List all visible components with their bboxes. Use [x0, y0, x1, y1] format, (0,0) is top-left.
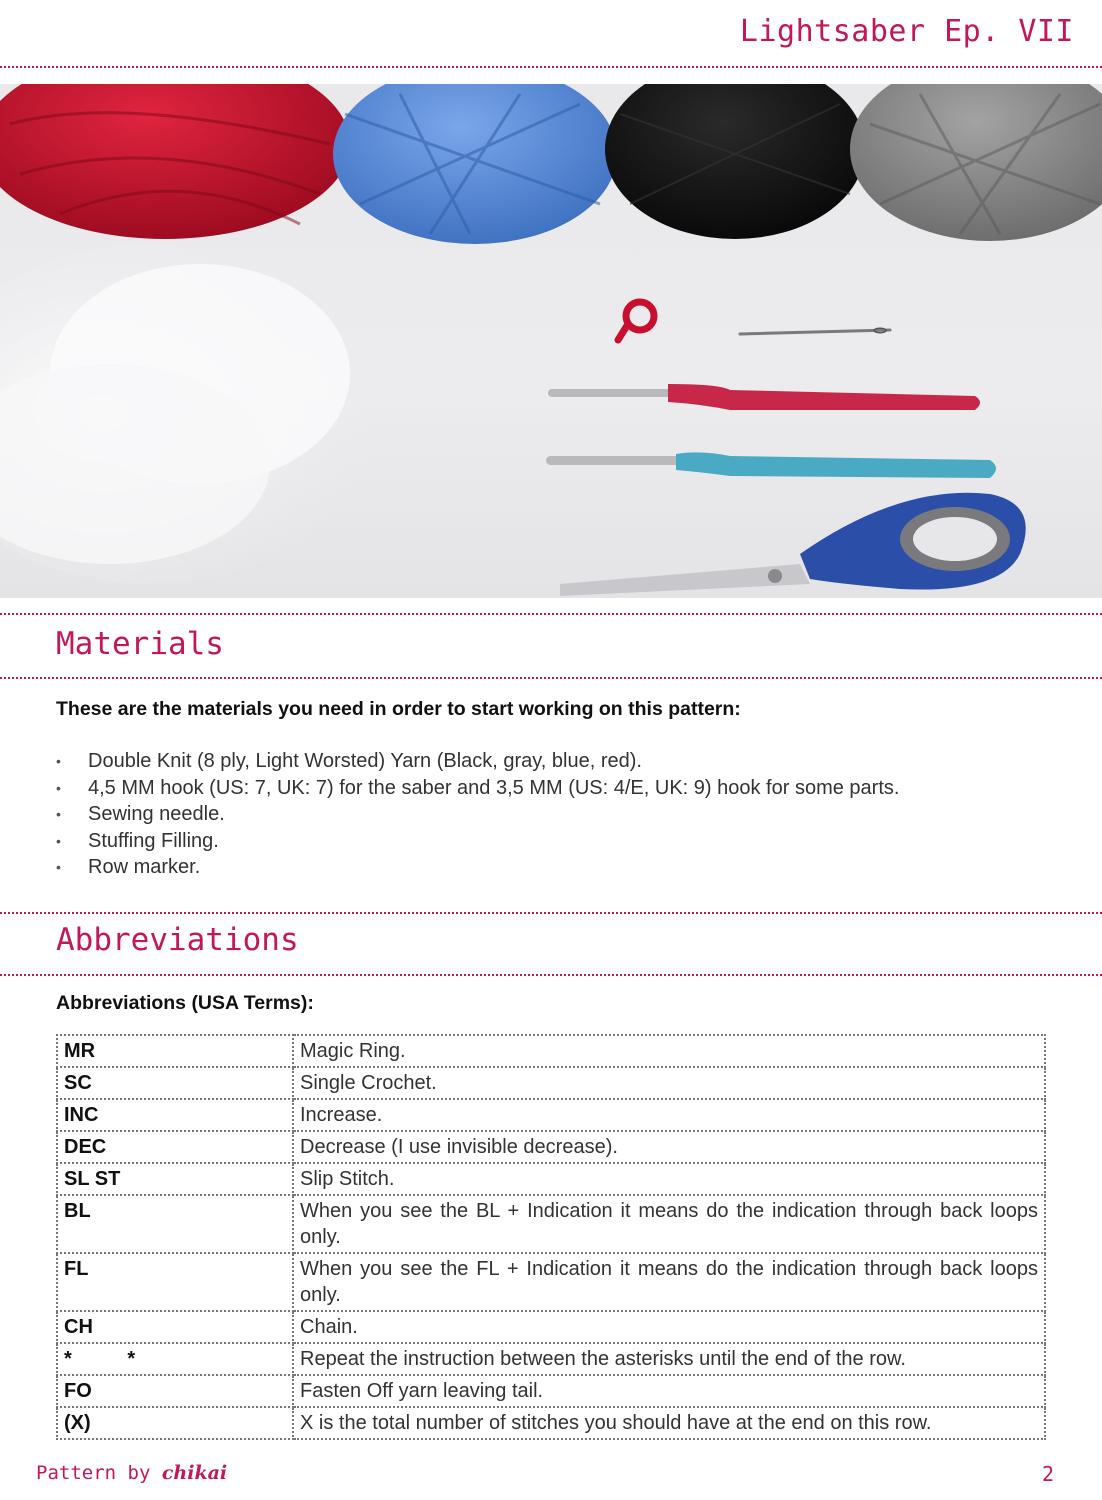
page-number: 2 — [1041, 1462, 1054, 1486]
abbr-definition: Increase. — [293, 1099, 1045, 1131]
table-row — [57, 1067, 1045, 1099]
abbr-definition: Fasten Off yarn leaving tail. — [293, 1375, 1045, 1407]
abbr-definition: Chain. — [293, 1311, 1045, 1343]
red-crochet-hook-icon — [548, 384, 980, 410]
sewing-needle-icon — [740, 328, 890, 334]
abbr-term: FL — [57, 1253, 293, 1311]
scissors-icon — [560, 493, 1026, 596]
materials-intro: These are the materials you need in order to start working on this pattern: — [56, 698, 741, 720]
stuffing-icon — [0, 244, 380, 584]
list-item: • Sewing needle. — [56, 803, 225, 825]
table-row — [57, 1343, 1045, 1375]
row-marker-icon — [618, 302, 654, 340]
table-row — [57, 1311, 1045, 1343]
abbreviations-title: Abbreviations — [56, 922, 299, 958]
abbr-definition: When you see the FL + Indication it means do the indication through back loops only. — [293, 1253, 1045, 1311]
table-row — [57, 1163, 1045, 1195]
abbr-term: SC — [57, 1067, 293, 1099]
materials-photo — [0, 84, 1102, 598]
blue-yarn-icon — [333, 84, 617, 244]
bullet-icon: • — [56, 859, 61, 875]
materials-list — [56, 748, 1056, 881]
bullet-icon: • — [56, 832, 61, 849]
red-yarn-icon — [0, 84, 350, 239]
abbr-definition: Decrease (I use invisible decrease). — [293, 1131, 1045, 1163]
list-item: • Stuffing Filling. — [56, 829, 219, 852]
table-row — [57, 1035, 1045, 1067]
abbr-definition: Magic Ring. — [293, 1035, 1045, 1067]
abbreviations-heading: Abbreviations (USA Terms): — [56, 992, 314, 1014]
abbr-term: DEC — [57, 1131, 293, 1163]
abbr-term: * * — [57, 1343, 293, 1375]
abbreviations-top-divider — [0, 912, 1102, 914]
abbreviations-table — [56, 1034, 1046, 1440]
abbr-term: MR — [57, 1035, 293, 1067]
footer-credit — [36, 1462, 227, 1484]
bullet-icon: • — [56, 753, 61, 769]
table-row — [57, 1407, 1045, 1439]
abbr-term: BL — [57, 1195, 293, 1253]
table-row — [57, 1253, 1045, 1311]
footer-prefix: Pattern by — [36, 1462, 162, 1484]
bullet-icon: • — [56, 779, 61, 796]
list-item: • 4,5 MM hook (US: 7, UK: 7) for the saber and 3,5 MM (US: 4/E, UK: 9) hook for some parts. — [56, 776, 900, 799]
abbr-definition: X is the total number of stitches you should have at the end on this row. — [293, 1407, 1045, 1439]
abbr-term: INC — [57, 1099, 293, 1131]
abbr-definition: Repeat the instruction between the asterisks until the end of the row. — [293, 1343, 1045, 1375]
abbreviations-title-divider — [0, 974, 1102, 976]
abbr-term: CH — [57, 1311, 293, 1343]
list-item: • Row marker. — [56, 856, 201, 878]
gray-yarn-icon — [850, 84, 1102, 241]
abbr-definition: Slip Stitch. — [293, 1163, 1045, 1195]
table-row — [57, 1099, 1045, 1131]
table-row — [57, 1131, 1045, 1163]
table-row — [57, 1195, 1045, 1253]
abbr-definition: When you see the BL + Indication it means do the indication through back loops only. — [293, 1195, 1045, 1253]
table-row — [57, 1375, 1045, 1407]
materials-title-divider — [0, 677, 1102, 679]
abbr-term: (X) — [57, 1407, 293, 1439]
abbr-term: FO — [57, 1375, 293, 1407]
black-yarn-icon — [605, 84, 865, 239]
blue-crochet-hook-icon — [546, 452, 996, 478]
abbr-definition: Single Crochet. — [293, 1067, 1045, 1099]
abbr-term: SL ST — [57, 1163, 293, 1195]
list-item: • Double Knit (8 ply, Light Worsted) Yarn (Black, gray, blue, red). — [56, 750, 642, 772]
chikai-logo: chikai — [161, 1462, 228, 1484]
bullet-icon: • — [56, 806, 61, 822]
header-divider — [0, 66, 1102, 68]
materials-top-divider — [0, 613, 1102, 615]
document-title: Lightsaber Ep. VII — [739, 14, 1074, 49]
materials-title: Materials — [56, 626, 224, 662]
